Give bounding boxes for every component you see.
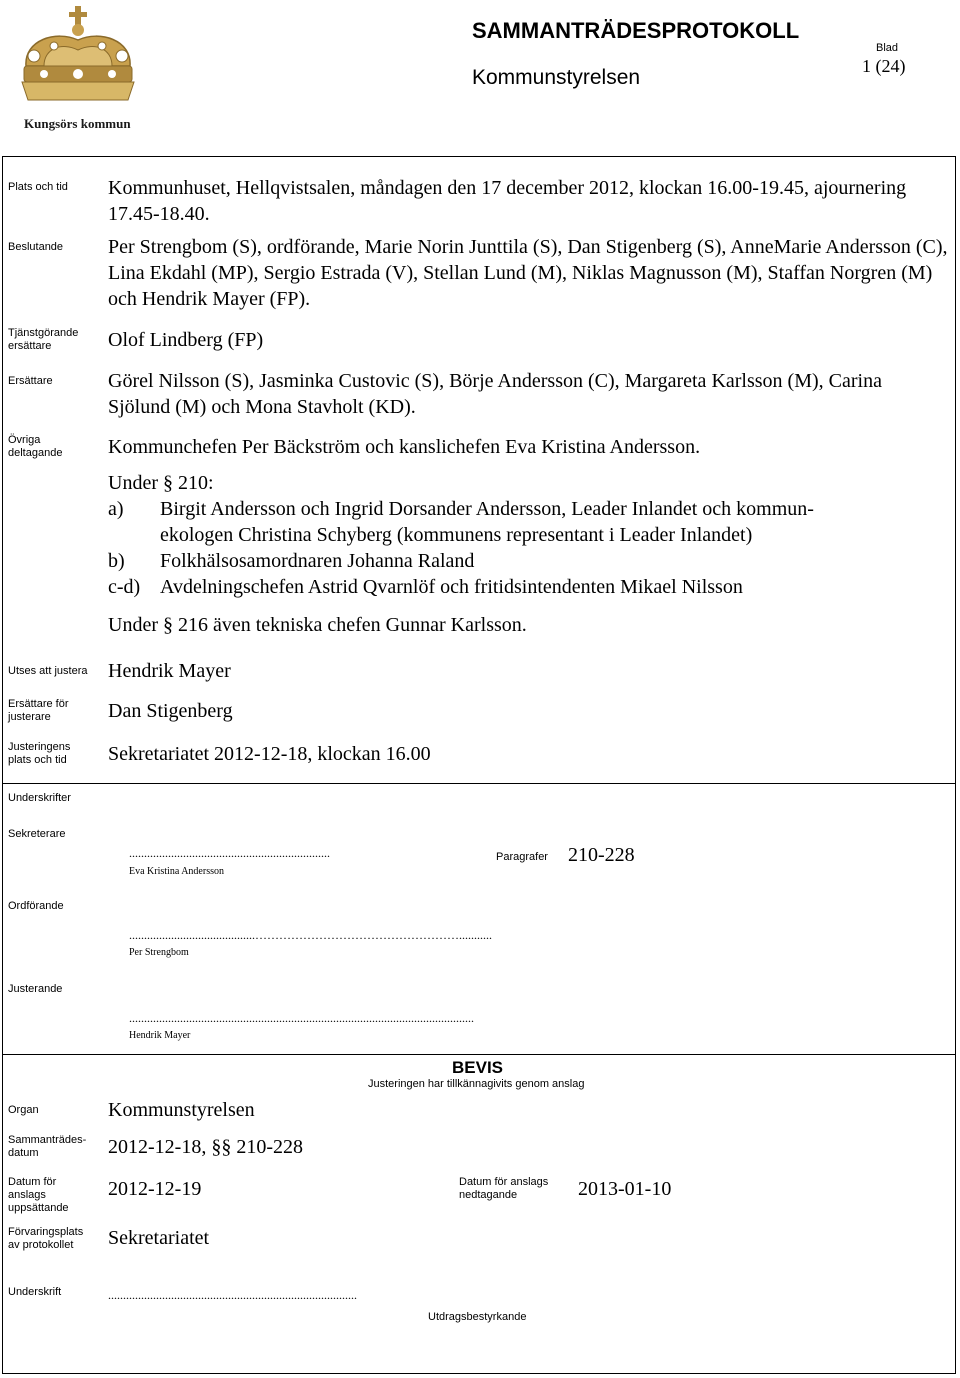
adjuster-substitute-label: Ersättare för justerare <box>8 698 69 723</box>
bevis-signature-caption: Utdragsbestyrkande <box>428 1311 527 1323</box>
place-label: Plats och tid <box>8 181 68 193</box>
deciders-label: Beslutande <box>8 241 64 253</box>
attendee-item-b: b) Folkhälsosamordnaren Johanna Raland <box>108 550 475 572</box>
chair-label: Ordförande <box>8 900 64 912</box>
bevis-storage-label: Förvaringsplats av protokollet <box>8 1226 84 1251</box>
crown-icon <box>14 4 144 112</box>
adjuster-label: Utses att justera <box>8 665 88 677</box>
under-210-heading: Under § 210: <box>108 472 214 494</box>
paragraphs-label: Paragrafer <box>496 851 548 863</box>
bevis-organ-value: Kommunstyrelsen <box>108 1099 255 1121</box>
logo-text: Kungsörs kommun <box>24 116 131 131</box>
adjuster-substitute-value: Dan Stigenberg <box>108 700 233 722</box>
attendee-list <box>108 496 938 600</box>
attendee-item-cd: c-d) Avdelningschefen Astrid Qvarnlöf och fritidsintendenten Mikael Nilsson <box>108 576 743 598</box>
bevis-title: BEVIS <box>452 1058 504 1077</box>
document-title: SAMMANTRÄDESPROTOKOLL <box>472 18 800 43</box>
secretary-label: Sekreterare <box>8 828 66 840</box>
page-number: 1 (24) <box>862 56 906 76</box>
bevis-removed-label: Datum för anslags nedtagande <box>459 1176 549 1201</box>
signatures-title: Underskrifter <box>8 792 71 804</box>
municipal-logo <box>14 4 144 132</box>
organ-name: Kommunstyrelsen <box>472 66 641 89</box>
divider-bevis <box>2 1054 956 1055</box>
attendee-item-a: a) Birgit Andersson och Ingrid Dorsander Andersson, Leader Inlandet och kommun- ekologen Christina Schyberg (kommunens representant i Leader Inlandet) <box>108 498 814 546</box>
deciders-value: Per Strengbom (S), ordförande, Marie Norin Junttila (S), Dan Stigenberg (S), AnneMarie Andersson (C), Lina Ekdahl (MP), Sergio Estrada (V), Stellan Lund (M), Niklas Magnusson (M), Staffan Norgren (M) och Hendrik Mayer (FP). <box>108 236 948 310</box>
chair-name: Per Strengbom <box>129 947 189 958</box>
secretary-signature-line: ................................................................... <box>129 846 330 860</box>
bevis-posted-label: Datum för anslags uppsättande <box>8 1176 69 1214</box>
secretary-name: Eva Kristina Andersson <box>129 866 224 877</box>
place-value: Kommunhuset, Hellqvistsalen, måndagen den 17 december 2012, klockan 16.00-19.45, ajournering 17.45-18.40. <box>108 177 907 225</box>
justerande-label: Justerande <box>8 983 63 995</box>
bevis-removed-value: 2013-01-10 <box>578 1178 672 1200</box>
adjuster-value: Hendrik Mayer <box>108 660 231 682</box>
serving-substitute-label: Tjänstgörande ersättare <box>8 327 79 352</box>
under-216-note: Under § 216 även tekniska chefen Gunnar Karlsson. <box>108 614 527 636</box>
divider-signatures <box>2 783 956 784</box>
substitutes-label: Ersättare <box>8 375 53 387</box>
justerande-signature-line: ................................................................................................................... <box>129 1011 474 1025</box>
bevis-signature-line: ................................................................................... <box>108 1288 357 1302</box>
others-label: Övriga deltagande <box>8 434 63 459</box>
page-label: Blad <box>876 42 899 54</box>
adjust-place-value: Sekretariatet 2012-12-18, klockan 16.00 <box>108 743 431 765</box>
serving-substitute-value: Olof Lindberg (FP) <box>108 329 264 351</box>
adjust-place-label: Justeringens plats och tid <box>8 741 71 766</box>
bevis-meeting-date-value: 2012-12-18, §§ 210-228 <box>108 1136 303 1158</box>
bevis-subtitle: Justeringen har tillkännagivits genom anslag <box>368 1078 585 1090</box>
paragraphs-value: 210-228 <box>568 844 635 866</box>
others-value: Kommunchefen Per Bäckström och kanslichefen Eva Kristina Andersson. <box>108 436 701 458</box>
bevis-storage-value: Sekretariatet <box>108 1227 210 1249</box>
bevis-organ-label: Organ <box>8 1104 39 1116</box>
bevis-signature-label: Underskrift <box>8 1286 62 1298</box>
chair-signature-line: ..........................................……………………………………………........... <box>129 928 492 942</box>
bevis-meeting-date-label: Sammanträdes- datum <box>8 1134 87 1159</box>
bevis-posted-value: 2012-12-19 <box>108 1178 202 1200</box>
justerande-name: Hendrik Mayer <box>129 1030 191 1041</box>
substitutes-value: Görel Nilsson (S), Jasminka Custovic (S), Börje Andersson (C), Margareta Karlsson (M), Carina Sjölund (M) och Mona Stavholt (KD). <box>108 370 882 418</box>
